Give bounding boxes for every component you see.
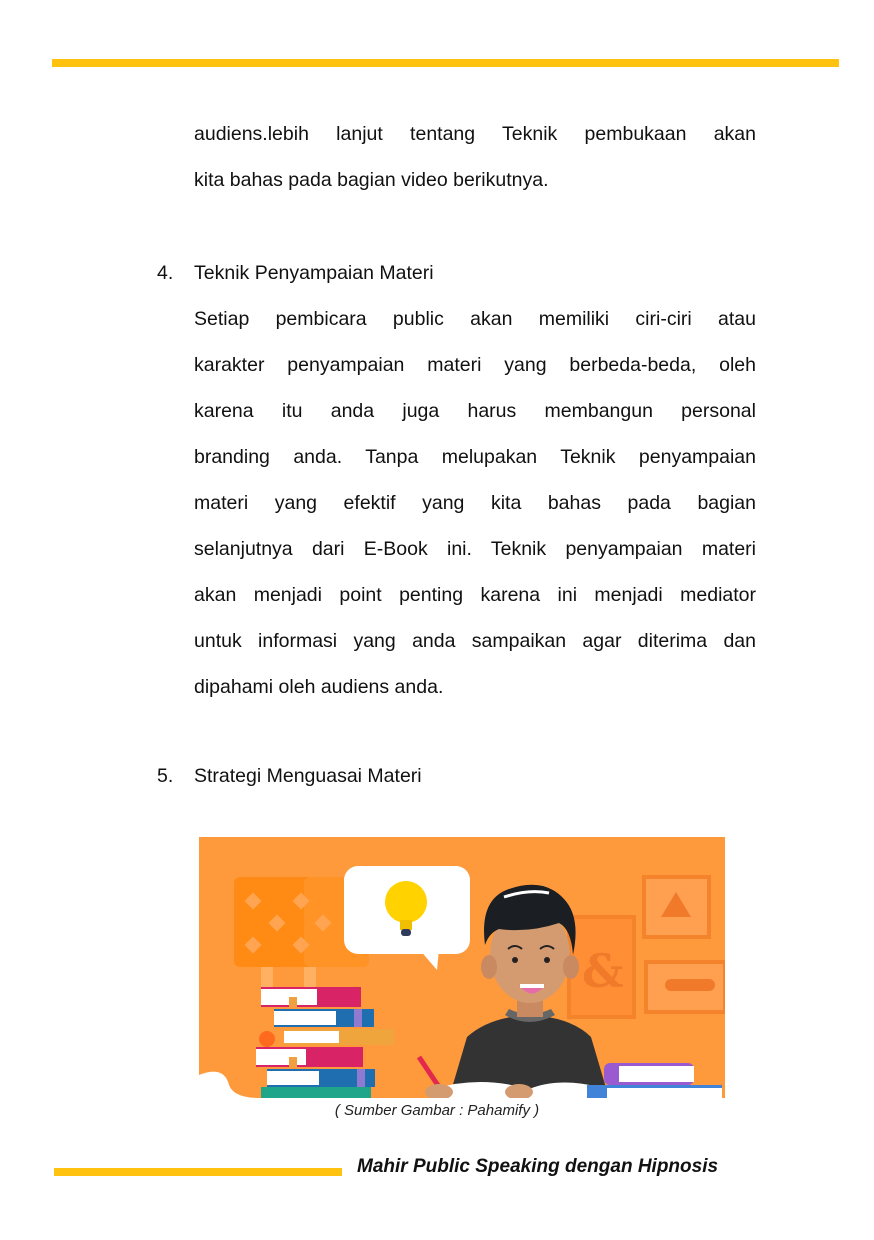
text-line: selanjutnya dari E-Book ini. Teknik penyampaian materi [194, 538, 756, 560]
text-line: kita bahas pada bagian video berikutnya. [194, 169, 549, 191]
text-line: karena itu anda juga harus membangun personal [194, 400, 756, 422]
footer-book-title: Mahir Public Speaking dengan Hipnosis [357, 1156, 719, 1177]
list-item-title: Teknik Penyampaian Materi [194, 262, 434, 284]
figure-caption: ( Sumber Gambar : Pahamify ) [334, 1102, 540, 1119]
text-line: branding anda. Tanpa melupakan Teknik penyampaian [194, 446, 756, 468]
text-line: audiens.lebih lanjut tentang Teknik pembukaan akan [194, 123, 756, 145]
footer-rule [54, 1168, 342, 1176]
header-rule [52, 59, 839, 67]
text-line: untuk informasi yang anda sampaikan agar diterima dan [194, 630, 756, 652]
continuation-paragraph [194, 111, 756, 203]
text-line: materi yang efektif yang kita bahas pada bagian [194, 492, 756, 514]
list-item-4-paragraph [194, 296, 756, 710]
svg-text:&: & [582, 944, 624, 998]
illustration-student-studying [199, 837, 725, 1098]
list-item-title: Strategi Menguasai Materi [194, 765, 422, 787]
list-item-4-heading [157, 250, 434, 296]
text-line: dipahami oleh audiens anda. [194, 676, 444, 698]
list-item-5-heading [157, 753, 422, 799]
list-number: 4. [157, 262, 174, 284]
list-number: 5. [157, 765, 174, 787]
text-line: Setiap pembicara public akan memiliki ciri-ciri atau [194, 308, 756, 330]
text-line: akan menjadi point penting karena ini menjadi mediator [194, 584, 756, 606]
text-line: karakter penyampaian materi yang berbeda-beda, oleh [194, 354, 756, 376]
